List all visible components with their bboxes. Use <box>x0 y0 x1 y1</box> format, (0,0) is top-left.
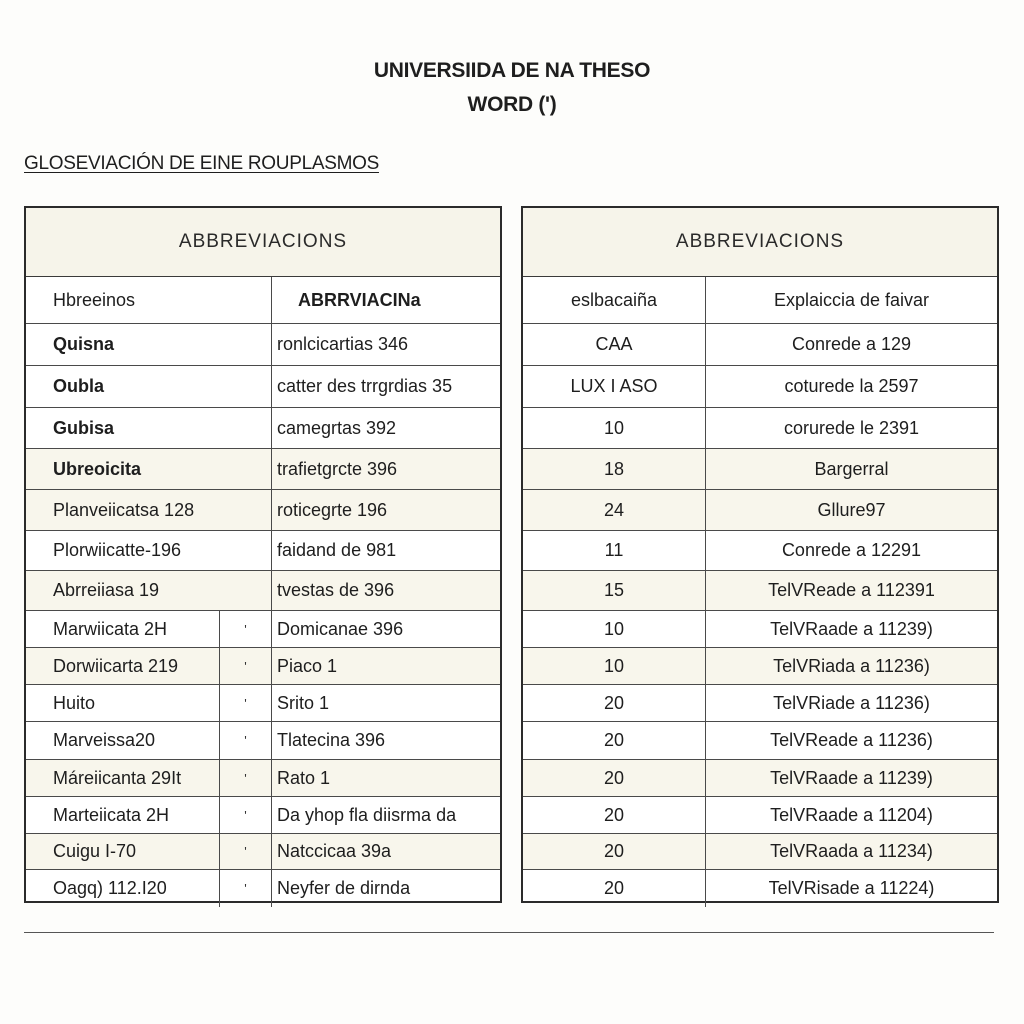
explanation-cell: TelVRiade a 11236) <box>705 685 997 721</box>
tick-cell: ' <box>219 685 271 721</box>
meaning-cell: faidand de 981 <box>271 531 500 570</box>
abbreviation-cell: Ubreoicita <box>53 458 142 479</box>
table-row <box>26 834 500 870</box>
table-row <box>26 760 500 797</box>
table-header-row <box>26 277 500 324</box>
table-row <box>523 324 997 366</box>
table-row <box>523 797 997 834</box>
table-row <box>523 870 997 907</box>
abbreviation-cell: Quisna <box>53 334 115 354</box>
meaning-cell: Piaco 1 <box>271 648 500 684</box>
abbreviations-table-right <box>521 206 999 903</box>
code-cell: 20 <box>603 730 625 750</box>
table-row <box>523 834 997 870</box>
tick-cell: ' <box>219 611 271 647</box>
glossary-heading: GLOSEVIACIÓN DE EINE ROUPLASMOS <box>24 153 379 174</box>
meaning-cell: tvestas de 396 <box>271 571 500 610</box>
column-header: Hbreeinos <box>53 289 136 310</box>
meaning-cell: Da yhop fla diisrma da <box>271 797 500 833</box>
table-row <box>26 611 500 648</box>
abbreviation-cell: Abrreiiasa 19 <box>53 580 160 600</box>
explanation-cell: TelVRaade a 11204) <box>705 797 997 833</box>
footer-divider <box>24 932 994 933</box>
code-cell: 10 <box>603 655 625 676</box>
code-cell: 20 <box>603 804 625 825</box>
table-row <box>26 571 500 611</box>
table-header-row <box>523 277 997 324</box>
column-header: eslbacaiña <box>570 289 658 310</box>
table-row <box>26 366 500 408</box>
abbreviation-cell: Marteiicata 2H <box>53 804 170 825</box>
explanation-cell: TelVRaade a 11239) <box>705 611 997 647</box>
table-row <box>26 685 500 722</box>
explanation-cell: TelVRaade a 11239) <box>705 760 997 796</box>
table-row <box>26 722 500 760</box>
code-cell: 11 <box>604 540 624 560</box>
table-row <box>26 797 500 834</box>
code-cell: 20 <box>603 878 625 898</box>
document-subtitle-line: WORD (') <box>467 93 557 116</box>
abbreviation-cell: Planveiicatsa 128 <box>53 499 195 520</box>
abbreviation-cell: Oagq) 112.I20 <box>53 878 167 898</box>
explanation-cell: Conrede a 12291 <box>705 531 997 570</box>
abbreviation-cell: Cuigu I-70 <box>53 841 137 861</box>
code-cell: LUX I ASO <box>570 376 658 396</box>
table-body <box>26 277 500 907</box>
table-row <box>26 648 500 685</box>
explanation-cell: Gllure97 <box>705 490 997 530</box>
table-row <box>26 531 500 571</box>
table-title: ABBREVIACIONS <box>26 208 500 277</box>
meaning-cell: trafietgrcte 396 <box>271 449 500 489</box>
tick-cell: ' <box>219 870 271 907</box>
meaning-cell: ronlcicartias 346 <box>271 324 500 365</box>
explanation-cell: TelVRaada a 11234) <box>705 834 997 869</box>
table-row <box>26 324 500 366</box>
abbreviation-cell: Máreiicanta 29It <box>53 767 182 788</box>
abbreviations-table-left <box>24 206 502 903</box>
meaning-cell: Srito 1 <box>271 685 500 721</box>
table-row <box>26 870 500 907</box>
table-row <box>523 685 997 722</box>
column-header: ABRRVIACINa <box>271 277 500 323</box>
meaning-cell: camegrtas 392 <box>271 408 500 448</box>
code-cell: 15 <box>603 580 625 600</box>
tick-cell: ' <box>219 722 271 759</box>
tick-cell: ' <box>219 834 271 869</box>
explanation-cell: TelVRiada a 11236) <box>705 648 997 684</box>
table-row <box>523 571 997 611</box>
abbreviation-cell: Marveissa20 <box>53 730 156 750</box>
table-row <box>523 449 997 490</box>
meaning-cell: Rato 1 <box>271 760 500 796</box>
explanation-cell: Conrede a 129 <box>705 324 997 365</box>
column-header: Explaiccia de faivar <box>705 277 997 323</box>
code-cell: 20 <box>603 841 625 861</box>
table-row <box>523 531 997 571</box>
tick-cell: ' <box>219 797 271 833</box>
table-row <box>26 408 500 449</box>
table-row <box>523 366 997 408</box>
code-cell: 18 <box>603 458 625 479</box>
table-row <box>523 722 997 760</box>
table-title: ABBREVIACIONS <box>523 208 997 277</box>
explanation-cell: TelVReade a 11236) <box>705 722 997 759</box>
table-row <box>26 449 500 490</box>
table-row <box>523 611 997 648</box>
table-row <box>523 408 997 449</box>
abbreviation-cell: Oubla <box>53 376 105 396</box>
meaning-cell: Natccicaa 39a <box>271 834 500 869</box>
explanation-cell: corurede le 2391 <box>705 408 997 448</box>
meaning-cell: Domicanae 396 <box>271 611 500 647</box>
code-cell: 20 <box>603 767 625 788</box>
abbreviation-cell: Dorwiicarta 219 <box>53 655 179 676</box>
document-title: UNIVERSIIDA DE NA THESO <box>373 59 651 82</box>
code-cell: 24 <box>603 499 625 520</box>
meaning-cell: roticegrte 196 <box>271 490 500 530</box>
meaning-cell: Neyfer de dirnda <box>271 870 500 907</box>
table-body <box>523 277 997 907</box>
explanation-cell: TelVReade a 112391 <box>705 571 997 610</box>
code-cell: CAA <box>595 334 633 354</box>
code-cell: 10 <box>603 618 625 639</box>
code-cell: 20 <box>603 692 625 713</box>
tick-cell: ' <box>219 648 271 684</box>
table-row <box>523 490 997 531</box>
meaning-cell: catter des trrgrdias 35 <box>271 366 500 407</box>
abbreviation-cell: Plorwiicatte-196 <box>53 540 182 560</box>
abbreviation-cell: Huito <box>53 692 96 713</box>
abbreviation-cell: Gubisa <box>53 417 115 438</box>
explanation-cell: TelVRisade a 11224) <box>705 870 997 907</box>
table-row <box>523 760 997 797</box>
meaning-cell: Tlatecina 396 <box>271 722 500 759</box>
table-row <box>26 490 500 531</box>
tick-cell: ' <box>219 760 271 796</box>
explanation-cell: Bargerral <box>705 449 997 489</box>
explanation-cell: coturede la 2597 <box>705 366 997 407</box>
abbreviation-cell: Marwiicata 2H <box>53 618 168 639</box>
code-cell: 10 <box>603 417 625 438</box>
table-row <box>523 648 997 685</box>
